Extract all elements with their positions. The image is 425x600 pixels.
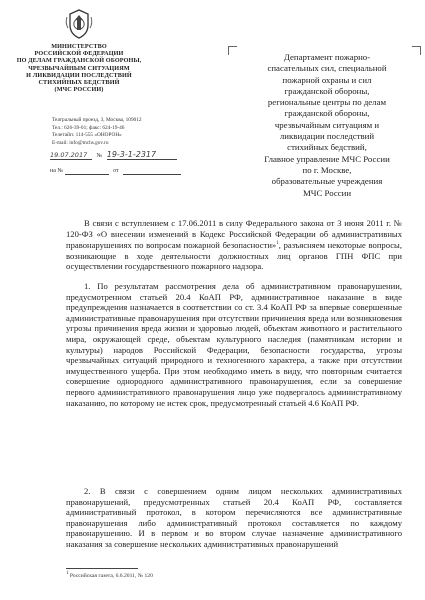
paragraph-2-text: 2. В связи с совершением одним лицом нескольких административных правонарушений, предусмотренных статьей 20.4 КоАП РФ, составляется административный протокол, в котором перечисляются все административные правонарушения либо административный протокол составляется по каждому правонарушению. И в первом и во втором случае назначение административного наказания за совершение нескольких административных правонарушений bbox=[66, 486, 402, 549]
footnote bbox=[66, 571, 153, 579]
footnote-separator bbox=[66, 568, 138, 569]
reg-from-blank bbox=[123, 168, 181, 175]
recipient-line: чрезвычайным ситуациям и bbox=[274, 119, 380, 130]
ministry-line: (МЧС РОССИИ) bbox=[54, 86, 104, 94]
recipient-line: региональные центры по делам bbox=[267, 97, 387, 108]
intro-tail: , разъясняем некоторые вопросы, возникающие в ходе деятельности должностных лиц органов ГПН ФПС при осуществлении государственного пожарного надзора. bbox=[66, 240, 402, 272]
recipient-line: по г. Москве, bbox=[302, 164, 352, 175]
recipient-line: гражданской обороны, bbox=[284, 108, 370, 119]
ministry-line: ПО ДЕЛАМ ГРАЖДАНСКОЙ ОБОРОНЫ, bbox=[16, 57, 142, 65]
recipient-line: образовательные учреждения bbox=[271, 176, 383, 187]
recipient-line: спасательных сил, специальной bbox=[267, 63, 387, 74]
reference-line bbox=[50, 168, 181, 175]
reg-date: 19.07.2017 bbox=[50, 151, 92, 160]
recipient-line: ликвидации последствий bbox=[279, 131, 375, 142]
ministry-line: ЧРЕЗВЫЧАЙНЫМ СИТУАЦИЯМ bbox=[28, 64, 130, 72]
reg-number: 19-3-1-2317 bbox=[107, 150, 177, 160]
contacts-block bbox=[52, 117, 142, 147]
footnote-text: Российская газета, 6.6.2011, № 120 bbox=[69, 572, 153, 579]
footnote-mark: 1 bbox=[66, 571, 69, 576]
ministry-line: МИНИСТЕРСТВО bbox=[51, 43, 107, 50]
reg-to-blank bbox=[65, 168, 109, 175]
contact-line: Телетайп: 114-555 «ОНОРОН» bbox=[52, 132, 122, 138]
contact-line: E-mail: info@mchs.gov.ru bbox=[52, 139, 109, 146]
recipient-block bbox=[232, 52, 422, 199]
registration-line bbox=[50, 150, 177, 160]
contact-line: Тел.: 626-39-01; факс: 624-19-46 bbox=[52, 124, 125, 131]
recipient-line: Департамент пожарно- bbox=[283, 52, 371, 62]
paragraph-1-text: 1. По результатам рассмотрения дела об административном правонарушении, предусмотренном статьей 20.4 КоАП РФ, административное наказание в виде предупреждения назначается в соответствии со ст. 3.4 КоАП РФ за впервые совершенные административные правонарушения при отсутствии причинения вреда или возникновения угрозы причинения вреда жизни и здоровью людей, объектам животного и растительного мира, окружающей среде, объектам культурного наследия (памятникам истории и культуры) народов Российской Федерации, безопасности государства, угрозы чрезвычайных ситуаций природного и техногенного характера, а также при отсутствии имущественного ущерба. При этом необходимо иметь в виду, что повторным считается совершение однородного административного правонарушения, если за совершение первого административного правонарушения лицо уже подвергалось административному наказанию, по которому не истек срок, предусмотренный статьей 4.6 КоАП РФ. bbox=[66, 281, 402, 408]
reg-to-label: на № bbox=[50, 168, 64, 174]
recipient-line: МЧС России bbox=[302, 187, 352, 198]
contact-line: Театральный проезд, 3, Москва, 109012 bbox=[52, 117, 142, 123]
ministry-line: И ЛИКВИДАЦИИ ПОСЛЕДСТВИЙ bbox=[26, 71, 132, 79]
ministry-line: СТИХИЙНЫХ БЕДСТВИЙ bbox=[38, 79, 120, 87]
reg-number-label: № bbox=[96, 153, 103, 159]
paragraph-1 bbox=[66, 281, 402, 408]
ministry-block bbox=[14, 43, 144, 93]
recipient-line: Главное управление МЧС России bbox=[264, 153, 390, 164]
reg-from-label: от bbox=[113, 168, 119, 174]
paragraph-2 bbox=[66, 486, 402, 550]
emblem-icon bbox=[64, 8, 94, 40]
ministry-line: РОССИЙСКОЙ ФЕДЕРАЦИИ bbox=[34, 50, 124, 58]
intro-paragraph bbox=[66, 218, 402, 272]
intro-text: В связи с вступлением с 17.06.2011 в силу Федерального закона от 3 июня 2011 г. № 120-ФЗ «О внесении изменений в Кодекс Российской Федерации об административных правонарушениях по вопросам пожарной безопасности» bbox=[66, 218, 402, 251]
footnote-ref: 1 bbox=[276, 241, 279, 247]
recipient-line: стихийных бедствий, bbox=[287, 142, 367, 153]
recipient-line: гражданской обороны, bbox=[284, 85, 370, 96]
recipient-line: пожарной охраны и сил bbox=[282, 74, 372, 85]
